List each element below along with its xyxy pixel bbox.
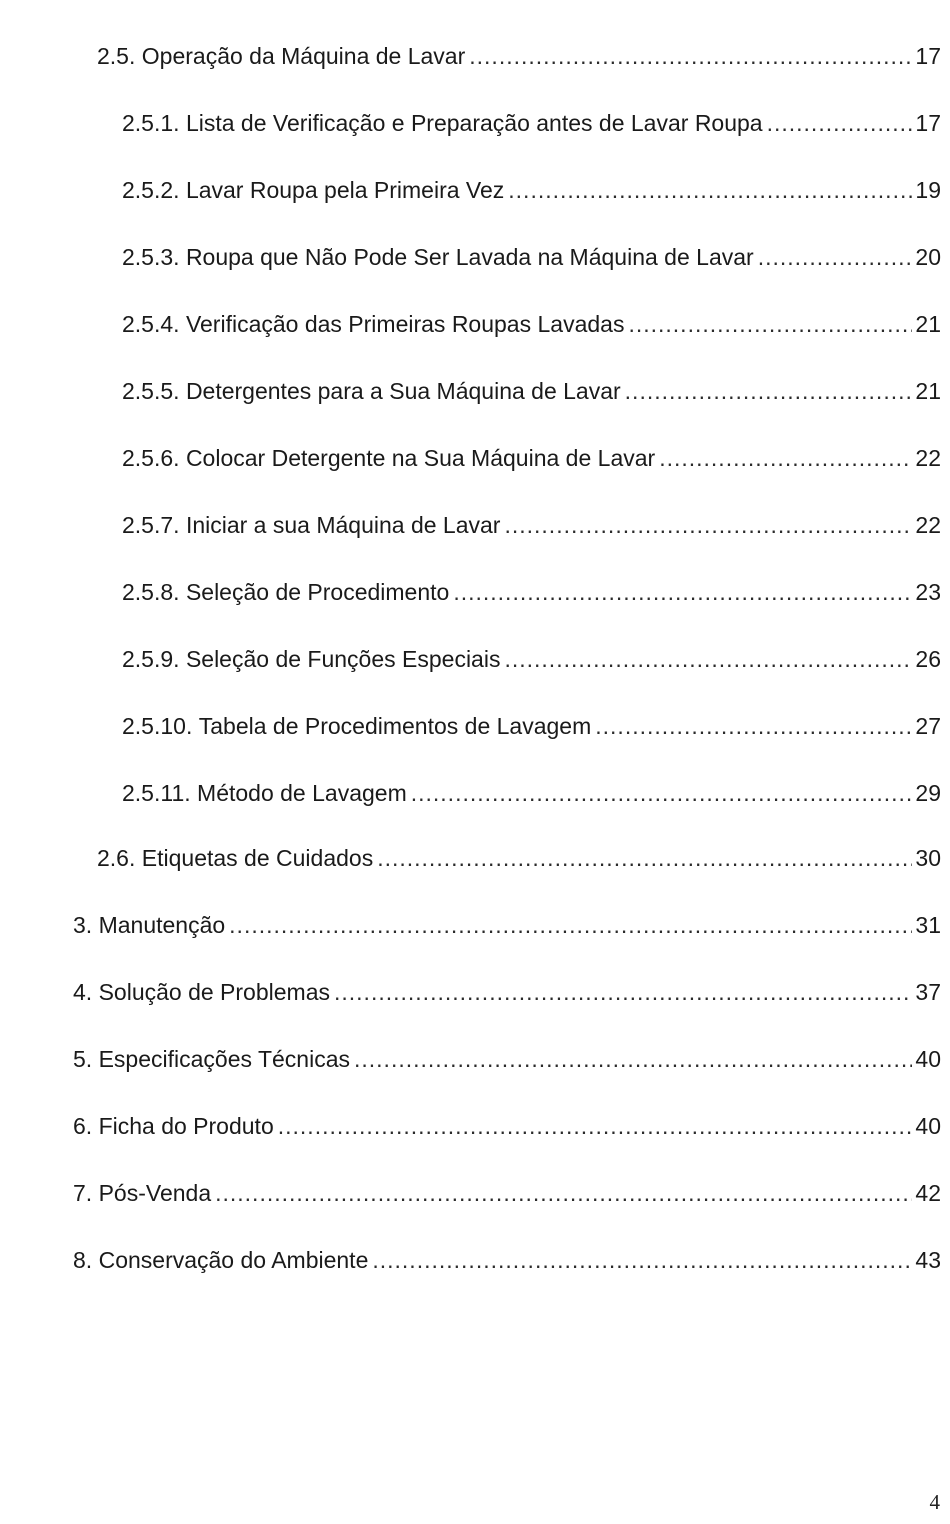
- toc-entry-number: 8.: [73, 1247, 93, 1273]
- dot-leader: [377, 841, 912, 875]
- toc-entry-number: 2.5.3.: [122, 244, 180, 270]
- toc-entry-number: 2.5.6.: [122, 445, 180, 471]
- toc-entry-number: 6.: [73, 1113, 93, 1139]
- toc-entry-page: 17: [915, 110, 941, 136]
- toc-entry[interactable]: [122, 374, 941, 408]
- toc-entry-title: Lista de Verificação e Preparação antes de Lavar Roupa: [185, 110, 763, 136]
- toc-entry[interactable]: [122, 642, 941, 676]
- toc-entry-number: 2.5.9.: [122, 646, 180, 672]
- toc-entry-number: 7.: [73, 1180, 93, 1206]
- toc-entry-number: 2.5.: [97, 43, 136, 69]
- toc-entry[interactable]: [97, 39, 941, 73]
- toc-entry-number: 4.: [73, 979, 93, 1005]
- dot-leader: [758, 240, 913, 274]
- dot-leader: [595, 709, 912, 743]
- dot-leader: [334, 975, 912, 1009]
- toc-entry-page: 30: [915, 845, 941, 871]
- dot-leader: [411, 776, 913, 810]
- toc-entry-title: Verificação das Primeiras Roupas Lavadas: [185, 311, 625, 337]
- dot-leader: [215, 1176, 912, 1210]
- dot-leader: [504, 642, 912, 676]
- toc-entry-number: 2.5.8.: [122, 579, 180, 605]
- dot-leader: [453, 575, 912, 609]
- page-number: 4: [929, 1490, 940, 1514]
- toc-entry-page: 20: [915, 244, 941, 270]
- toc-entry-title: Conservação do Ambiente: [98, 1247, 369, 1273]
- toc-entry[interactable]: [122, 106, 941, 140]
- toc-entry-page: 40: [915, 1046, 941, 1072]
- dot-leader: [278, 1109, 913, 1143]
- toc-entry[interactable]: [73, 1042, 941, 1076]
- toc-entry[interactable]: [122, 776, 941, 810]
- toc-entry-page: 43: [915, 1247, 941, 1273]
- dot-leader: [767, 106, 913, 140]
- dot-leader: [659, 441, 912, 475]
- dot-leader: [625, 374, 913, 408]
- toc-entry-number: 2.6.: [97, 845, 136, 871]
- toc-entry-number: 2.5.7.: [122, 512, 180, 538]
- toc-entry-title: Tabela de Procedimentos de Lavagem: [198, 713, 592, 739]
- toc-entry-title: Iniciar a sua Máquina de Lavar: [185, 512, 501, 538]
- dot-leader: [504, 508, 912, 542]
- toc-entry-title: Detergentes para a Sua Máquina de Lavar: [185, 378, 621, 404]
- toc-entry-title: Lavar Roupa pela Primeira Vez: [185, 177, 505, 203]
- toc-entry-number: 2.5.10.: [122, 713, 193, 739]
- toc-entry[interactable]: [73, 1176, 941, 1210]
- toc-entry-page: 37: [915, 979, 941, 1005]
- toc-entry[interactable]: [122, 441, 941, 475]
- toc-entry-title: Colocar Detergente na Sua Máquina de Lavar: [185, 445, 656, 471]
- toc-entry-title: Manutenção: [98, 912, 226, 938]
- toc-entry-number: 2.5.11.: [122, 780, 191, 806]
- toc-entry-page: 42: [915, 1180, 941, 1206]
- toc-entry-page: 31: [915, 912, 941, 938]
- toc-entry-page: 21: [915, 311, 941, 337]
- toc-entry-page: 19: [915, 177, 941, 203]
- toc-entry-page: 40: [915, 1113, 941, 1139]
- toc-entry-number: 5.: [73, 1046, 93, 1072]
- toc-entry-page: 21: [915, 378, 941, 404]
- toc-entry-number: 3.: [73, 912, 93, 938]
- dot-leader: [628, 307, 912, 341]
- toc-entry[interactable]: [122, 508, 941, 542]
- toc-entry-title: Roupa que Não Pode Ser Lavada na Máquina de Lavar: [185, 244, 754, 270]
- toc-entry-page: 26: [915, 646, 941, 672]
- toc-entry[interactable]: [122, 240, 941, 274]
- dot-leader: [354, 1042, 912, 1076]
- toc-entry-title: Seleção de Funções Especiais: [185, 646, 501, 672]
- toc-entry-title: Ficha do Produto: [98, 1113, 274, 1139]
- toc-entry-page: 17: [915, 43, 941, 69]
- toc-entry-title: Método de Lavagem: [197, 780, 407, 806]
- dot-leader: [372, 1243, 912, 1277]
- toc-entry-number: 2.5.1.: [122, 110, 180, 136]
- toc-entry[interactable]: [97, 841, 941, 875]
- toc-entry-page: 27: [915, 713, 941, 739]
- toc-entry[interactable]: [73, 975, 941, 1009]
- toc-entry-page: 29: [915, 780, 941, 806]
- toc-entry[interactable]: [122, 307, 941, 341]
- toc-entry-title: Etiquetas de Cuidados: [141, 845, 374, 871]
- toc-entry[interactable]: [122, 173, 941, 207]
- toc-entry-page: 22: [915, 445, 941, 471]
- toc-entry[interactable]: [73, 908, 941, 942]
- toc-entry-title: Operação da Máquina de Lavar: [141, 43, 466, 69]
- toc-entry[interactable]: [73, 1243, 941, 1277]
- dot-leader: [229, 908, 912, 942]
- toc-entry[interactable]: [122, 575, 941, 609]
- toc-entry[interactable]: [73, 1109, 941, 1143]
- toc-entry-title: Pós-Venda: [98, 1180, 212, 1206]
- dot-leader: [508, 173, 912, 207]
- toc-entry-title: Seleção de Procedimento: [185, 579, 450, 605]
- dot-leader: [469, 39, 912, 73]
- toc-entry-page: 22: [915, 512, 941, 538]
- toc-entry-number: 2.5.4.: [122, 311, 180, 337]
- toc-entry[interactable]: [122, 709, 941, 743]
- toc-entry-page: 23: [915, 579, 941, 605]
- toc-entry-number: 2.5.2.: [122, 177, 180, 203]
- toc-entry-title: Especificações Técnicas: [98, 1046, 350, 1072]
- toc-entry-number: 2.5.5.: [122, 378, 180, 404]
- toc-entry-title: Solução de Problemas: [98, 979, 330, 1005]
